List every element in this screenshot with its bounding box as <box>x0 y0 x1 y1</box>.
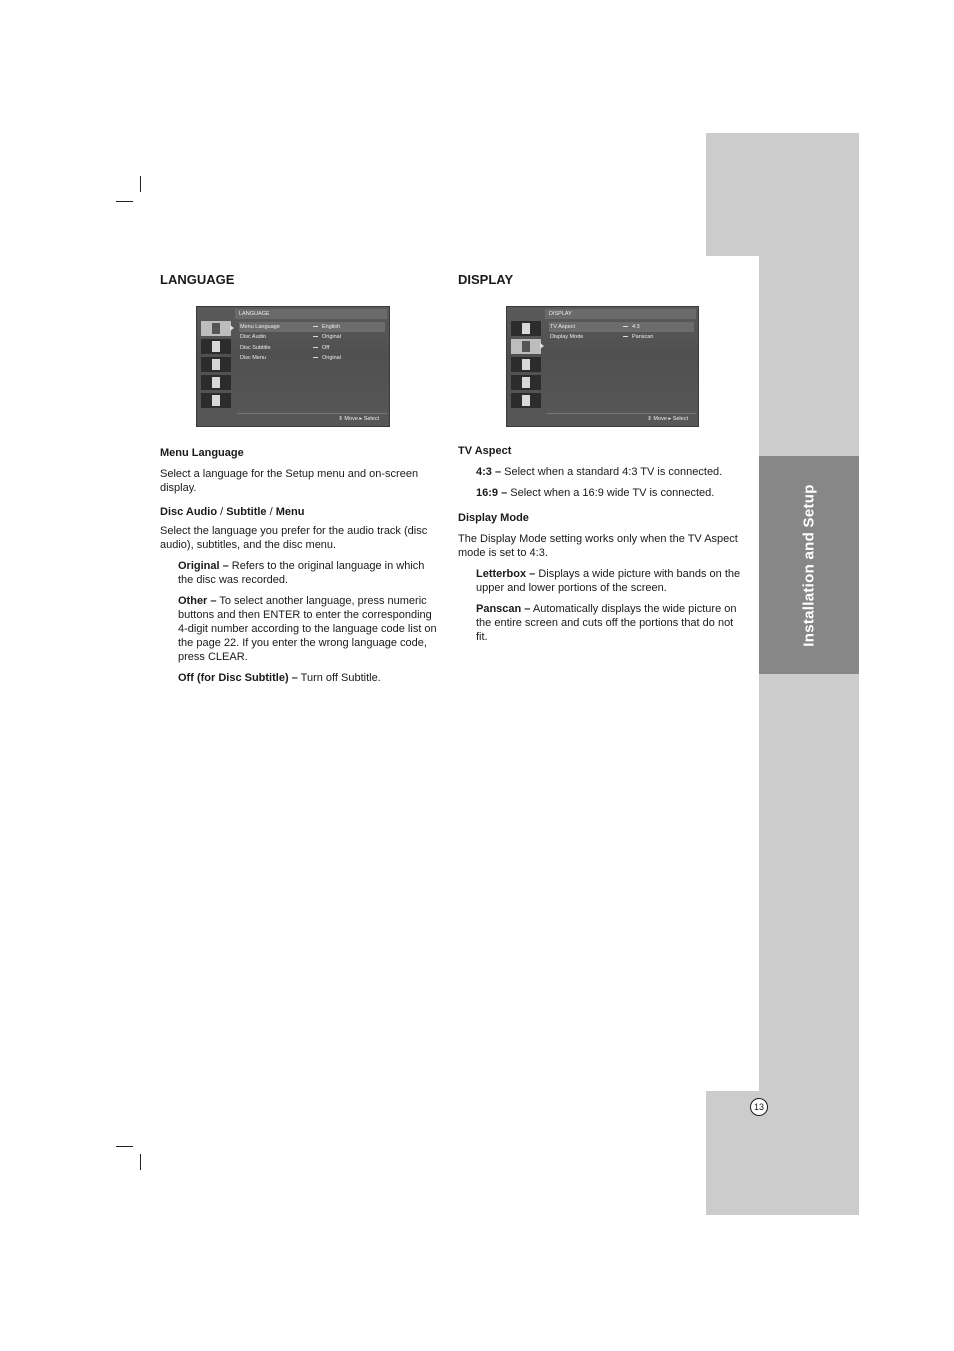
list-item: Other – To select another language, press numeric buttons and then ENTER to enter the corresponding 4-digit number according to the language code list on the page 22. If you enter the wrong language code, press CLEAR. <box>178 595 437 663</box>
disc-text: Select the language you prefer for the audio track (disc audio), subtitles, and the disc menu. <box>160 525 428 551</box>
osd-footer: ⇕ Move ▸ Select <box>338 416 379 422</box>
sidebar-top-block <box>706 133 859 256</box>
sidebar-bottom-block <box>706 1091 859 1215</box>
menu-language-text: Select a language for the Setup menu and on-screen display. <box>160 468 419 494</box>
others-icon <box>511 393 541 408</box>
osd-row: Disc Audio Original <box>240 334 341 341</box>
osd-row: Disc Menu Original <box>240 354 341 361</box>
display-icon <box>511 339 541 354</box>
section-title: DISPLAY <box>458 272 514 287</box>
lock-icon <box>511 375 541 390</box>
display-mode-text: The Display Mode setting works only when the TV Aspect mode is set to 4:3. <box>458 533 738 559</box>
osd-row: Menu Language English <box>239 322 385 332</box>
crop-mark <box>140 1154 141 1170</box>
section-tab <box>759 456 859 674</box>
audio-icon <box>201 357 231 372</box>
crop-mark <box>116 1146 133 1147</box>
list-item: Off (for Disc Subtitle) – Turn off Subtitle. <box>178 672 381 684</box>
others-icon <box>201 393 231 408</box>
display-osd-screen <box>506 306 699 427</box>
osd-row: Disc Subtitle Off <box>240 344 330 351</box>
language-icon <box>511 321 541 336</box>
osd-row: TV Aspect 4:3 <box>549 322 694 332</box>
osd-row: Display Mode Panscan <box>550 334 654 341</box>
section-title: LANGUAGE <box>160 272 235 287</box>
audio-icon <box>511 357 541 372</box>
display-column <box>458 273 740 287</box>
display-icon <box>201 339 231 354</box>
list-item: Panscan – Automatically displays the wide picture on the entire screen and cuts off the portions that do not fit. <box>476 603 737 643</box>
display-text <box>458 444 742 644</box>
lock-icon <box>201 375 231 390</box>
osd-header: DISPLAY <box>545 309 696 319</box>
list-item: Original – Refers to the original language in which the disc was recorded. <box>178 560 425 586</box>
page-number: 13 <box>750 1098 768 1116</box>
menu-language-heading: Menu Language <box>160 447 244 459</box>
crop-mark <box>116 201 133 202</box>
display-mode-heading: Display Mode <box>458 512 529 524</box>
tv-aspect-heading: TV Aspect <box>458 445 512 457</box>
disc-heading: Disc Audio / Subtitle / Menu <box>160 506 305 518</box>
language-icon <box>201 321 231 336</box>
language-text <box>160 446 442 685</box>
osd-header: LANGUAGE <box>235 309 387 319</box>
list-item: Letterbox – Displays a wide picture with bands on the upper and lower portions of the screen. <box>476 568 741 594</box>
list-item: 16:9 – Select when a 16:9 wide TV is connected. <box>476 487 715 499</box>
osd-footer: ⇕ Move ▸ Select <box>647 416 688 422</box>
section-tab-label: Installation and Setup <box>800 483 818 647</box>
list-item: 4:3 – Select when a standard 4:3 TV is connected. <box>476 466 723 478</box>
language-column <box>160 273 442 287</box>
language-osd-screen <box>196 306 390 427</box>
crop-mark <box>140 176 141 192</box>
